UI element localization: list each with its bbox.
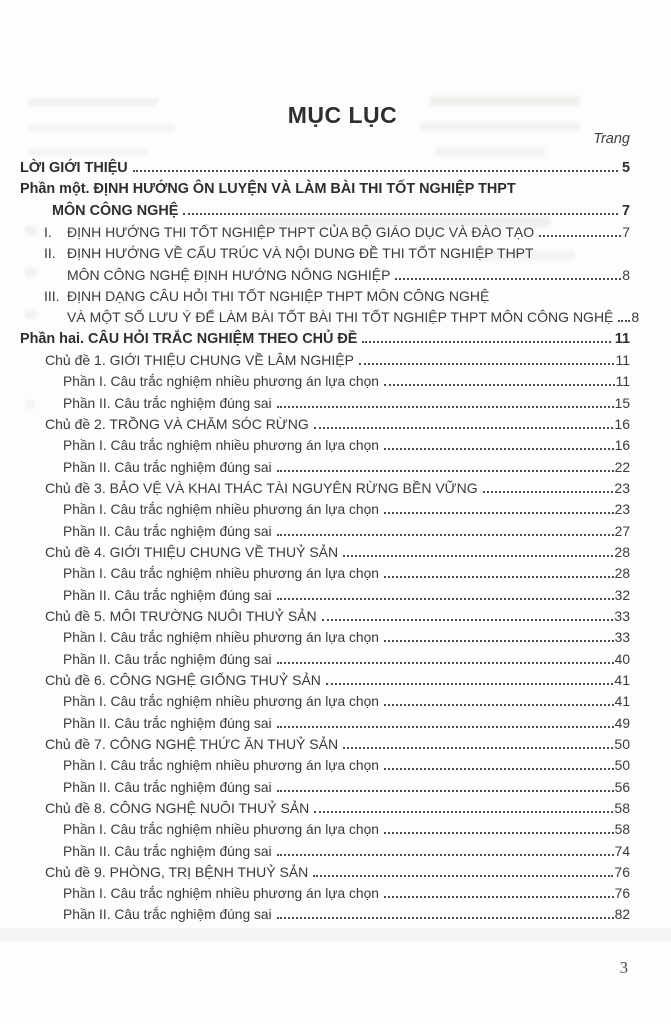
toc-entry-line <box>20 307 640 328</box>
toc-entry-label: Phần II. Câu trắc nghiệm đúng sai <box>63 459 272 475</box>
toc-entry-label: Chủ đề 6. CÔNG NGHỆ GIỐNG THUỶ SẢN <box>45 671 321 688</box>
dot-leader <box>314 811 613 813</box>
dot-leader <box>277 854 614 856</box>
dot-leader <box>277 917 614 919</box>
toc-entry-line <box>20 393 630 414</box>
toc-entry-label: Phần I. Câu trắc nghiệm nhiều phương án lựa chọn <box>63 630 379 646</box>
bleedthrough-artifact <box>28 148 148 156</box>
toc-entry-label: LỜI GIỚI THIỆU <box>20 160 128 176</box>
toc-entry-page: 58 <box>614 799 630 816</box>
toc-entry-page: 58 <box>614 822 630 838</box>
toc-entry-label: Phần một. ĐỊNH HƯỚNG ÔN LUYỆN VÀ LÀM BÀI THI TỐT NGHIỆP THPT <box>20 181 516 198</box>
toc-entry-label: Phần II. Câu trắc nghiệm đúng sai <box>63 395 272 411</box>
toc-entry-page: 41 <box>614 694 630 710</box>
toc-entry-line <box>20 563 630 584</box>
toc-entry-line <box>20 841 630 862</box>
toc-entry-line <box>20 265 630 286</box>
toc-entry-label: Chủ đề 5. MÔI TRƯỜNG NUÔI THUỶ SẢN <box>45 607 317 624</box>
toc-entry-page: 76 <box>614 863 630 880</box>
toc-entry-line <box>20 606 630 627</box>
toc-entry-label: Phần I. Câu trắc nghiệm nhiều phương án lựa chọn <box>63 502 379 518</box>
toc-entry-line <box>20 691 630 712</box>
dot-leader <box>277 534 614 536</box>
toc-entry-page: 32 <box>614 587 630 603</box>
toc-entry-label: Chủ đề 1. GIỚI THIỆU CHUNG VỀ LÂM NGHIỆP <box>45 351 354 368</box>
dot-leader <box>277 662 614 664</box>
toc-entry-line <box>20 222 630 243</box>
dot-leader <box>362 341 610 343</box>
toc-entry-label: Chủ đề 4. GIỚI THIỆU CHUNG VỀ THUỶ SẢN <box>45 543 339 560</box>
toc-entry-line <box>20 819 630 840</box>
toc-entry-page: 11 <box>614 330 630 347</box>
toc-entry-page: 33 <box>614 630 630 646</box>
toc-entry-label: Phần II. Câu trắc nghiệm đúng sai <box>63 587 272 603</box>
toc-entry-label: Phần II. Câu trắc nghiệm đúng sai <box>63 779 272 795</box>
toc-entry-label: ĐỊNH HƯỚNG THI TỐT NGHIỆP THPT CỦA BỘ GIÁO DỤC VÀ ĐÀO TẠO <box>67 223 535 240</box>
dot-leader <box>277 598 614 600</box>
dot-leader <box>384 576 614 578</box>
toc-entry-label: Phần II. Câu trắc nghiệm đúng sai <box>63 843 272 859</box>
toc-entry-label: Phần I. Câu trắc nghiệm nhiều phương án lựa chọn <box>63 438 379 454</box>
dot-leader <box>384 832 614 834</box>
toc-entry-page: 33 <box>614 607 630 624</box>
toc-entry-label: Phần II. Câu trắc nghiệm đúng sai <box>63 907 272 923</box>
dot-leader <box>384 448 614 450</box>
toc-entry-line <box>20 904 630 925</box>
dot-leader <box>483 491 614 493</box>
toc-entry-label: Phần I. Câu trắc nghiệm nhiều phương án lựa chọn <box>63 694 379 710</box>
toc-entry-line <box>20 521 630 542</box>
toc-entry-line <box>20 499 630 520</box>
dot-leader <box>277 790 614 792</box>
dot-leader <box>343 555 613 557</box>
dot-leader <box>322 619 614 621</box>
toc-entry-line <box>20 414 630 435</box>
scan-shading-artifact <box>0 928 671 942</box>
toc-entry-label: MÔN CÔNG NGHỆ ĐỊNH HƯỚNG NÔNG NGHIỆP <box>67 266 391 283</box>
dot-leader <box>359 363 615 365</box>
toc-entry-page: 76 <box>614 886 630 902</box>
toc-entry-page: 7 <box>621 202 630 219</box>
dot-leader <box>384 896 614 898</box>
toc-entry-line <box>20 158 630 179</box>
dot-leader <box>384 512 614 514</box>
toc-entry-label: Chủ đề 2. TRỒNG VÀ CHĂM SÓC RỪNG <box>45 415 309 432</box>
toc-entry-page: 28 <box>614 566 630 582</box>
page-title: MỤC LỤC <box>287 102 398 128</box>
dot-leader <box>618 320 630 322</box>
dot-leader <box>277 406 614 408</box>
toc-entry-page: 15 <box>614 395 630 411</box>
bleedthrough-artifact <box>435 147 545 156</box>
toc-entry-page: 7 <box>622 223 630 240</box>
toc-entry-line <box>20 585 630 606</box>
toc-entry-line <box>20 329 630 350</box>
toc-entry-line <box>20 542 630 563</box>
toc-entry-page: 50 <box>614 758 630 774</box>
toc-entry-page: 27 <box>614 523 630 539</box>
toc-entry-label: Chủ đề 3. BẢO VỆ VÀ KHAI THÁC TÀI NGUYÊN RỪNG BỀN VỮNG <box>45 479 478 496</box>
toc-entry-page: 8 <box>622 266 630 283</box>
dot-leader <box>343 747 613 749</box>
toc-entry-page: 74 <box>614 843 630 859</box>
toc-entry-numeral: I. <box>44 223 52 240</box>
toc-entry-page: 82 <box>614 907 630 923</box>
toc-entry-page: 56 <box>614 779 630 795</box>
toc-entry-line <box>20 243 630 264</box>
toc-entry-line <box>20 179 630 200</box>
toc-entry-page: 49 <box>614 715 630 731</box>
toc-entry-line <box>20 798 630 819</box>
toc-entry-line <box>20 371 630 392</box>
toc-entry-page: 8 <box>631 309 640 326</box>
toc-entry-label: Phần I. Câu trắc nghiệm nhiều phương án lựa chọn <box>63 822 379 838</box>
dot-leader <box>133 170 618 172</box>
toc-entry-label: Phần I. Câu trắc nghiệm nhiều phương án lựa chọn <box>63 566 379 582</box>
toc-entry-label: Phần II. Câu trắc nghiệm đúng sai <box>63 715 272 731</box>
toc-entry-page: 40 <box>614 651 630 667</box>
toc-entry-line <box>20 350 630 371</box>
toc-entry-label: Chủ đề 8. CÔNG NGHỆ NUÔI THUỶ SẢN <box>45 799 310 816</box>
toc-entry-line <box>20 777 630 798</box>
toc-entry-label: MÔN CÔNG NGHỆ <box>52 202 179 219</box>
toc-entry-page: 11 <box>615 374 630 390</box>
dot-leader <box>384 768 614 770</box>
toc-entry-line <box>20 755 630 776</box>
toc-entry-label: Phần hai. CÂU HỎI TRẮC NGHIỆM THEO CHỦ ĐỀ <box>20 330 358 347</box>
toc-entry-page: 16 <box>614 415 630 432</box>
toc-entry-label: ĐỊNH DẠNG CÂU HỎI THI TỐT NGHIỆP THPT MÔN CÔNG NGHỆ <box>67 287 490 304</box>
toc-entry-page: 23 <box>614 502 630 518</box>
dot-leader <box>183 213 618 215</box>
toc-entry-label: Chủ đề 9. PHÒNG, TRỊ BỆNH THUỶ SẢN <box>45 863 309 880</box>
toc-entry-line <box>20 713 630 734</box>
toc-entry-numeral: II. <box>44 245 56 262</box>
toc-entry-line <box>20 201 630 222</box>
toc-entry-page: 5 <box>621 160 630 176</box>
dot-leader <box>395 278 621 280</box>
toc-entry-label: VÀ MỘT SỐ LƯU Ý ĐỂ LÀM BÀI TỐT BÀI THI TỐT NGHIỆP THPT MÔN CÔNG NGHỆ <box>67 309 614 326</box>
toc-entry-label: Phần II. Câu trắc nghiệm đúng sai <box>63 651 272 667</box>
toc-entry-label: Phần I. Câu trắc nghiệm nhiều phương án lựa chọn <box>63 374 379 390</box>
dot-leader <box>313 875 613 877</box>
page-column-header: Trang <box>593 131 630 147</box>
toc-entry-line <box>20 883 630 904</box>
toc-entry-line <box>20 734 630 755</box>
toc-entry-line <box>20 435 630 456</box>
toc-entry-line <box>20 670 630 691</box>
dot-leader <box>314 427 614 429</box>
toc-entry-page: 28 <box>614 543 630 560</box>
dot-leader <box>539 235 621 237</box>
toc-entry-page: 16 <box>614 438 630 454</box>
toc-list <box>20 158 640 926</box>
toc-entry-line <box>20 478 630 499</box>
toc-entry-label: ĐỊNH HƯỚNG VỀ CẤU TRÚC VÀ NỘI DUNG ĐỀ THI TỐT NGHIỆP THPT <box>67 245 534 262</box>
dot-leader <box>384 640 614 642</box>
dot-leader <box>277 726 614 728</box>
dot-leader <box>384 384 615 386</box>
toc-entry-line <box>20 627 630 648</box>
toc-entry-line <box>20 457 630 478</box>
toc-entry-page: 23 <box>614 479 630 496</box>
toc-entry-label: Phần I. Câu trắc nghiệm nhiều phương án lựa chọn <box>63 758 379 774</box>
toc-entry-numeral: III. <box>44 287 60 304</box>
dot-leader <box>277 470 614 472</box>
toc-entry-line <box>20 649 630 670</box>
toc-entry-page: 22 <box>614 459 630 475</box>
page-number: 3 <box>619 958 628 977</box>
toc-entry-label: Chủ đề 7. CÔNG NGHỆ THỨC ĂN THUỶ SẢN <box>45 735 339 752</box>
toc-entry-line <box>20 286 630 307</box>
toc-entry-page: 11 <box>615 351 630 368</box>
toc-entry-page: 41 <box>614 671 630 688</box>
dot-leader <box>384 704 614 706</box>
toc-entry-page: 50 <box>614 735 630 752</box>
toc-entry-label: Phần II. Câu trắc nghiệm đúng sai <box>63 523 272 539</box>
toc-entry-line <box>20 862 630 883</box>
toc-entry-label: Phần I. Câu trắc nghiệm nhiều phương án lựa chọn <box>63 886 379 902</box>
dot-leader <box>326 683 614 685</box>
